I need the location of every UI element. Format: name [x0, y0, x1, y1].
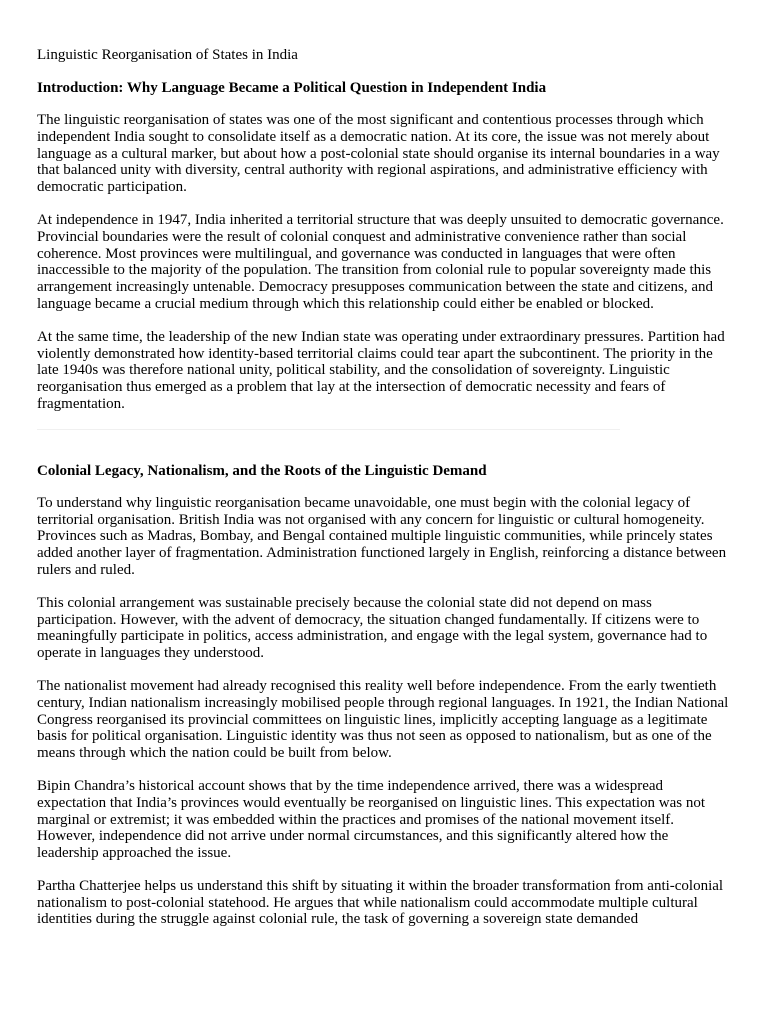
- section-heading-colonial-legacy: Colonial Legacy, Nationalism, and the Roots of the Linguistic Demand: [37, 462, 487, 479]
- section-heading-introduction: Introduction: Why Language Became a Political Question in Independent India: [37, 80, 547, 96]
- paragraph: The nationalist movement had already recognised this reality well before independence. From the early twentieth century, Indian nationalism increasingly mobilised people through regional languages. In 1921, the Indian National Congress reorganised its provincial committees on linguistic lines, implicitly accepting language as a legitimate basis for political organisation. Linguistic identity was thus not seen as opposed to nationalism, but as one of the means through which the nation could be built from below.: [37, 677, 729, 762]
- paragraph: Bipin Chandra’s historical account shows that by the time independence arrived, there was a widespread expectation that India’s provinces would eventually be reorganised on linguistic lines. This expectation was not marginal or extremist; it was embedded within the practices and promises of the national movement itself. However, independence did not arrive under normal circumstances, and this significantly altered how the leadership approached the issue.: [37, 777, 706, 862]
- paragraph: This colonial arrangement was sustainable precisely because the colonial state did not depend on mass participation. However, with the advent of democracy, the situation changed fundamentally. If citizens were to meaningfully participate in politics, access administration, and engage with the legal system, governance had to operate in languages they understood.: [37, 594, 708, 662]
- section-introduction: [37, 80, 732, 413]
- section-divider: [37, 429, 620, 430]
- paragraph: Partha Chatterjee helps us understand this shift by situating it within the broader transformation from anti-colonial nationalism to post-colonial statehood. He argues that while nationalism could accommodate multiple cultural identities during the struggle against colonial rule, the task of governing a sovereign state demanded: [37, 877, 724, 928]
- section-colonial-legacy: [37, 463, 732, 929]
- paragraph: To understand why linguistic reorganisation became unavoidable, one must begin with the colonial legacy of territorial organisation. British India was not organised with any concern for linguistic or cultural homogeneity. Provinces such as Madras, Bombay, and Bengal contained multiple linguistic communities, while princely states added another layer of fragmentation. Administration functioned largely in English, reinforcing a distance between rulers and ruled.: [37, 494, 727, 578]
- paragraph: At the same time, the leadership of the new Indian state was operating under extraordinary pressures. Partition had violently demonstrated how identity-based territorial claims could tear apart the subcontinent. The priority in the late 1940s was therefore national unity, political stability, and the consolidation of sovereignty. Linguistic reorganisation thus emerged as a problem that lay at the intersection of democratic necessity and fears of fragmentation.: [37, 328, 725, 412]
- document-title: Linguistic Reorganisation of States in India: [37, 47, 298, 63]
- paragraph: At independence in 1947, India inherited a territorial structure that was deeply unsuited to democratic governance. Provincial boundaries were the result of colonial conquest and administrative convenience rather than social coherence. Most provinces were multilingual, and governance was conducted in languages that were often inaccessible to the majority of the population. The transition from colonial rule to popular sovereignty made this arrangement increasingly untenable. Democracy presupposes communication between the state and citizens, and language became a crucial medium through which this relationship could either be enabled or blocked.: [37, 211, 724, 312]
- paragraph: The linguistic reorganisation of states was one of the most significant and contentious processes through which independent India sought to consolidate itself as a democratic nation. At its core, the issue was not merely about language as a cultural marker, but about how a post-colonial state should organise its internal boundaries in a way that balanced unity with diversity, central authority with regional aspirations, and administrative efficiency with democratic participation.: [37, 112, 720, 196]
- document-page: [37, 47, 732, 944]
